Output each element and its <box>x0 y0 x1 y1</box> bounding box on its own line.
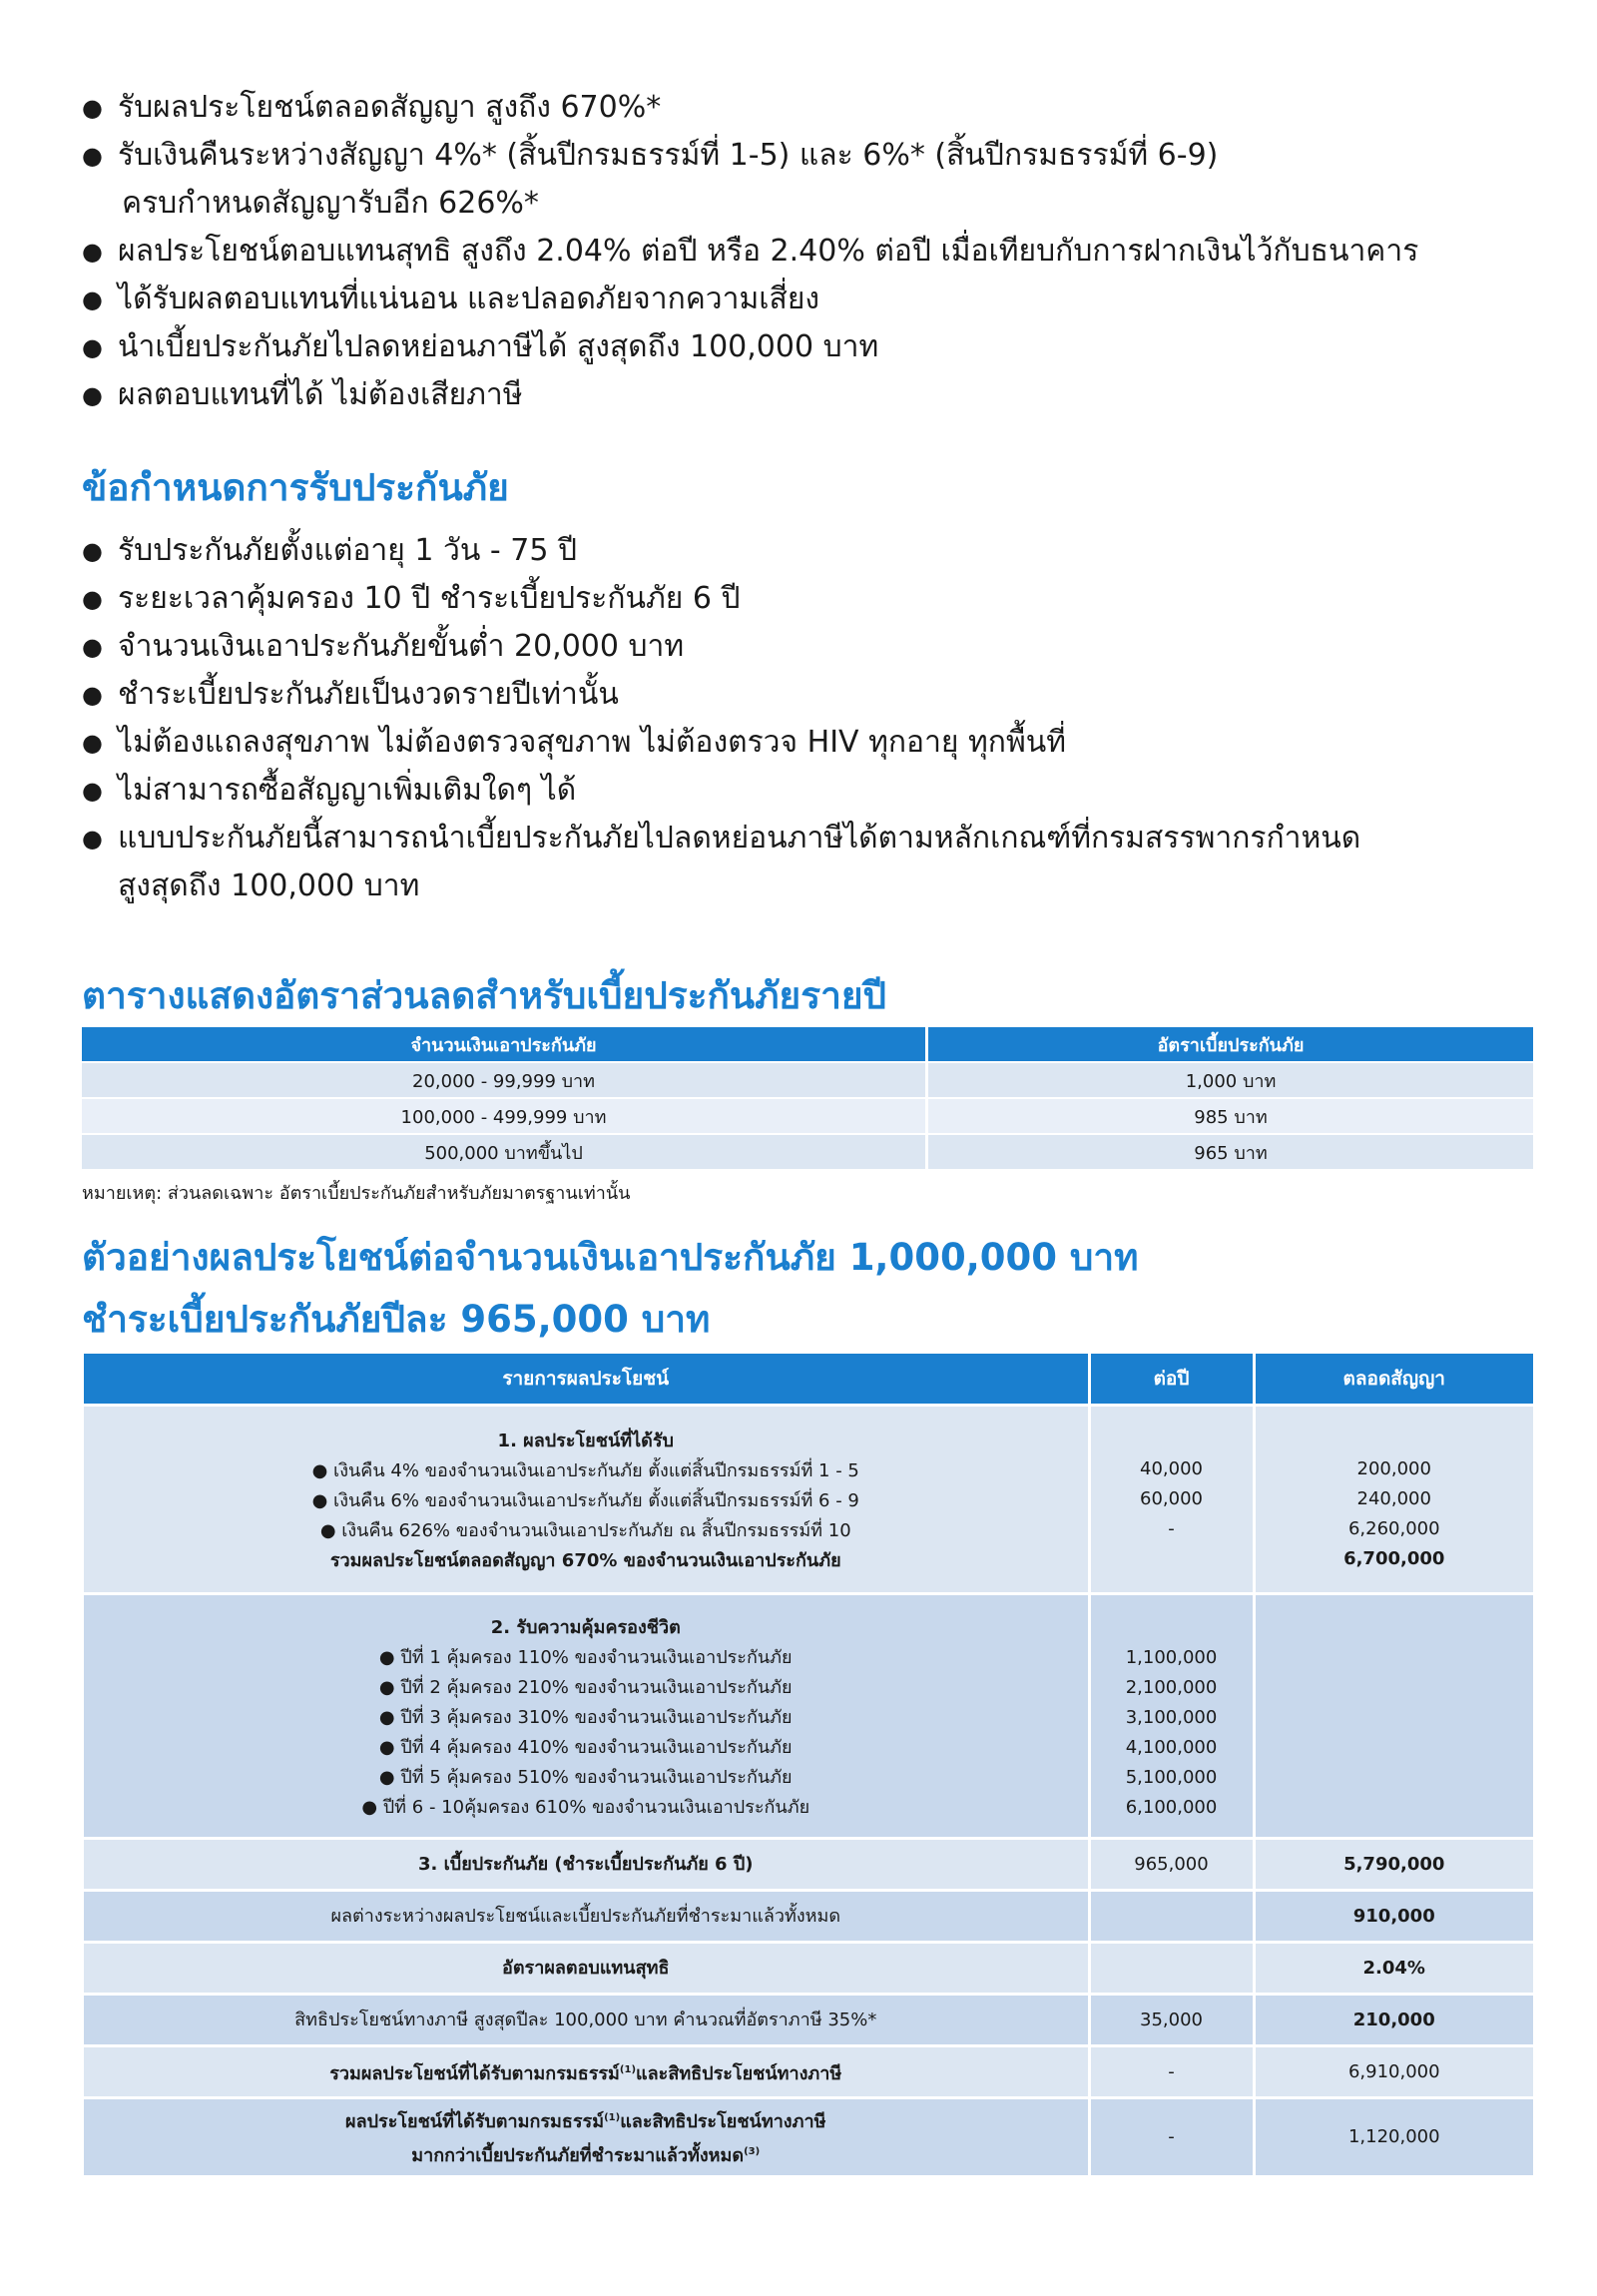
table-cell <box>1254 1406 1533 1594</box>
table-row <box>82 1134 1533 1169</box>
condition-item: ● ระยะเวลาคุ้มครอง 10 ปี ชำระเบี้ยประกันภัย 6 ปี <box>82 575 1559 623</box>
table-row <box>84 2098 1533 2176</box>
list-item: ● ปีที่ 4 คุ้มครอง 410% ของจำนวนเงินเอาประกันภัย <box>378 1737 793 1758</box>
value: 200,000 <box>1356 1457 1431 1479</box>
value: 6,700,000 <box>1343 1547 1445 1569</box>
table-cell <box>84 2046 1089 2098</box>
table-cell <box>1254 1594 1533 1839</box>
table-cell: 500,000 บาทขึ้นไป <box>82 1134 927 1169</box>
table-row <box>84 1594 1533 1839</box>
list-item: ● ปีที่ 6 - 10คุ้มครอง 610% ของจำนวนเงินเอาประกันภัย <box>361 1797 810 1818</box>
example-subheading: ชำระเบี้ยประกันภัยปีละ 965,000 บาท <box>82 1298 711 1341</box>
benefit-item: ● ได้รับผลตอบแทนที่แน่นอน และปลอดภัยจากความเสี่ยง <box>82 276 1559 323</box>
condition-item: ● จำนวนเงินเอาประกันภัยขั้นต่ำ 20,000 บาท <box>82 623 1559 671</box>
column-header: รายการผลประโยชน์ <box>84 1354 1089 1406</box>
table-cell: 910,000 <box>1254 1891 1533 1943</box>
table-cell: 1,120,000 <box>1254 2098 1533 2176</box>
table-row <box>84 1943 1533 1995</box>
condition-item: ● ไม่ต้องแถลงสุขภาพ ไม่ต้องตรวจสุขภาพ ไม่ต้องตรวจ HIV ทุกอายุ ทุกพื้นที่ <box>82 719 1559 767</box>
benefit-item: ● ผลตอบแทนที่ได้ ไม่ต้องเสียภาษี <box>82 371 1559 419</box>
label-part: และสิทธิประโยชน์ทางภาษี <box>620 2111 826 2132</box>
table-cell: 965,000 <box>1089 1839 1254 1891</box>
label-part: ผลประโยชน์ที่ได้รับตามกรมธรรม์ <box>345 2111 605 2132</box>
table-cell: 6,910,000 <box>1254 2046 1533 2098</box>
condition-item: ● แบบประกันภัยนี้สามารถนำเบี้ยประกันภัยไปลดหย่อนภาษีได้ตามหลักเกณฑ์ที่กรมสรรพากรกำหนด สูงสุดถึง 100,000 บาท <box>82 815 1559 910</box>
value: 4,100,000 <box>1125 1736 1218 1758</box>
table-cell: 35,000 <box>1089 1995 1254 2046</box>
list-item: ● ปีที่ 5 คุ้มครอง 510% ของจำนวนเงินเอาประกันภัย <box>378 1767 793 1788</box>
table-header-row <box>84 1354 1533 1406</box>
value: 40,000 <box>1140 1457 1203 1479</box>
conditions-heading: ข้อกำหนดการรับประกันภัย <box>82 466 509 509</box>
value: 1,100,000 <box>1125 1646 1218 1668</box>
table-cell <box>1089 1943 1254 1995</box>
table-row <box>84 1891 1533 1943</box>
table-row <box>82 1098 1533 1134</box>
table-header-row <box>82 1027 1533 1062</box>
table-cell: 20,000 - 99,999 บาท <box>82 1062 927 1098</box>
table-row <box>84 1406 1533 1594</box>
table-cell <box>84 1594 1089 1839</box>
value: 6,100,000 <box>1125 1796 1218 1818</box>
table-cell: 100,000 - 499,999 บาท <box>82 1098 927 1134</box>
example-heading: ตัวอย่างผลประโยชน์ต่อจำนวนเงินเอาประกันภัย 1,000,000 บาท <box>82 1236 1139 1279</box>
table-cell: อัตราผลตอบแทนสุทธิ <box>84 1943 1089 1995</box>
table-cell: - <box>1089 2098 1254 2176</box>
condition-item: ● ชำระเบี้ยประกันภัยเป็นงวดรายปีเท่านั้น <box>82 671 1559 719</box>
column-header: ตลอดสัญญา <box>1254 1354 1533 1406</box>
table-row <box>84 1995 1533 2046</box>
discount-note: หมายเหตุ: ส่วนลดเฉพาะ อัตราเบี้ยประกันภัยสำหรับภัยมาตรฐานเท่านั้น <box>82 1183 631 1204</box>
table-row <box>84 2046 1533 2098</box>
table-cell: 3. เบี้ยประกันภัย (ชำระเบี้ยประกันภัย 6 ปี) <box>84 1839 1089 1891</box>
benefit-table <box>84 1354 1533 2175</box>
list-item: ● ปีที่ 1 คุ้มครอง 110% ของจำนวนเงินเอาประกันภัย <box>378 1647 793 1668</box>
table-row <box>82 1062 1533 1098</box>
benefits-list <box>82 84 1559 419</box>
condition-item: ● ไม่สามารถซื้อสัญญาเพิ่มเติมใดๆ ได้ <box>82 767 1559 815</box>
table-row <box>84 1839 1533 1891</box>
label-part: มากกว่าเบี้ยประกันภัยที่ชำระมาแล้วทั้งหมด <box>411 2145 745 2166</box>
table-cell: 965 บาท <box>927 1134 1533 1169</box>
value: 60,000 <box>1140 1487 1203 1509</box>
benefit-item: ● นำเบี้ยประกันภัยไปลดหย่อนภาษีได้ สูงสุดถึง 100,000 บาท <box>82 323 1559 371</box>
table-cell: 5,790,000 <box>1254 1839 1533 1891</box>
list-item: ● เงินคืน 4% ของจำนวนเงินเอาประกันภัย ตั้งแต่สิ้นปีกรมธรรม์ที่ 1 - 5 <box>311 1460 859 1481</box>
footnote-mark: (1) <box>619 2063 637 2075</box>
value: 3,100,000 <box>1125 1706 1218 1728</box>
table-cell: 210,000 <box>1254 1995 1533 2046</box>
section-title: 2. รับความคุ้มครองชีวิต <box>490 1617 681 1638</box>
benefit-item: ● รับเงินคืนระหว่างสัญญา 4%* (สิ้นปีกรมธรรม์ที่ 1-5) และ 6%* (สิ้นปีกรมธรรม์ที่ 6-9) ครบกำหนดสัญญารับอีก 626%* <box>82 132 1559 228</box>
condition-item: ● รับประกันภัยตั้งแต่อายุ 1 วัน - 75 ปี <box>82 527 1559 575</box>
footnote-mark: (3) <box>744 2146 761 2157</box>
table-cell: สิทธิประโยชน์ทางภาษี สูงสุดปีละ 100,000 บาท คำนวณที่อัตราภาษี 35%* <box>84 1995 1089 2046</box>
table-cell <box>1089 1406 1254 1594</box>
column-header: จำนวนเงินเอาประกันภัย <box>82 1027 927 1062</box>
benefit-item: ● ผลประโยชน์ตอบแทนสุทธิ สูงถึง 2.04% ต่อปี หรือ 2.40% ต่อปี เมื่อเทียบกับการฝากเงินไว้กับธนาคาร <box>82 228 1559 276</box>
table-cell: ผลต่างระหว่างผลประโยชน์และเบี้ยประกันภัยที่ชำระมาแล้วทั้งหมด <box>84 1891 1089 1943</box>
table-cell: 2.04% <box>1254 1943 1533 1995</box>
table-cell <box>84 1406 1089 1594</box>
value: 6,260,000 <box>1347 1517 1440 1539</box>
section-title: 1. ผลประโยชน์ที่ได้รับ <box>497 1431 674 1451</box>
value: 240,000 <box>1356 1487 1431 1509</box>
footnote-mark: (1) <box>604 2112 621 2123</box>
value: - <box>1168 1517 1175 1539</box>
spacer <box>1092 1544 1252 1574</box>
value: 2,100,000 <box>1125 1676 1218 1698</box>
column-header: ต่อปี <box>1089 1354 1254 1406</box>
discount-heading: ตารางแสดงอัตราส่วนลดสำหรับเบี้ยประกันภัยรายปี <box>82 974 887 1017</box>
table-cell: 985 บาท <box>927 1098 1533 1134</box>
column-header: อัตราเบี้ยประกันภัย <box>927 1027 1533 1062</box>
benefit-item: ● รับผลประโยชน์ตลอดสัญญา สูงถึง 670%* <box>82 84 1559 132</box>
label-part: และสิทธิประโยชน์ทางภาษี <box>636 2062 842 2084</box>
conditions-list <box>82 527 1559 910</box>
list-item: ● ปีที่ 3 คุ้มครอง 310% ของจำนวนเงินเอาประกันภัย <box>378 1707 793 1728</box>
table-cell <box>84 2098 1089 2176</box>
discount-table <box>82 1027 1533 1169</box>
list-item: ● ปีที่ 2 คุ้มครอง 210% ของจำนวนเงินเอาประกันภัย <box>378 1677 793 1698</box>
list-item: ● เงินคืน 626% ของจำนวนเงินเอาประกันภัย ณ สิ้นปีกรมธรรม์ที่ 10 <box>319 1520 851 1541</box>
table-cell <box>1089 1891 1254 1943</box>
table-cell <box>1089 1594 1254 1839</box>
table-cell: - <box>1089 2046 1254 2098</box>
value: 5,100,000 <box>1125 1766 1218 1788</box>
label-part: รวมผลประโยชน์ที่ได้รับตามกรมธรรม์ <box>329 2062 620 2084</box>
total-label: รวมผลประโยชน์ตลอดสัญญา 670% ของจำนวนเงินเอาประกันภัย <box>329 1550 841 1571</box>
list-item: ● เงินคืน 6% ของจำนวนเงินเอาประกันภัย ตั้งแต่สิ้นปีกรมธรรม์ที่ 6 - 9 <box>311 1490 859 1511</box>
table-cell: 1,000 บาท <box>927 1062 1533 1098</box>
